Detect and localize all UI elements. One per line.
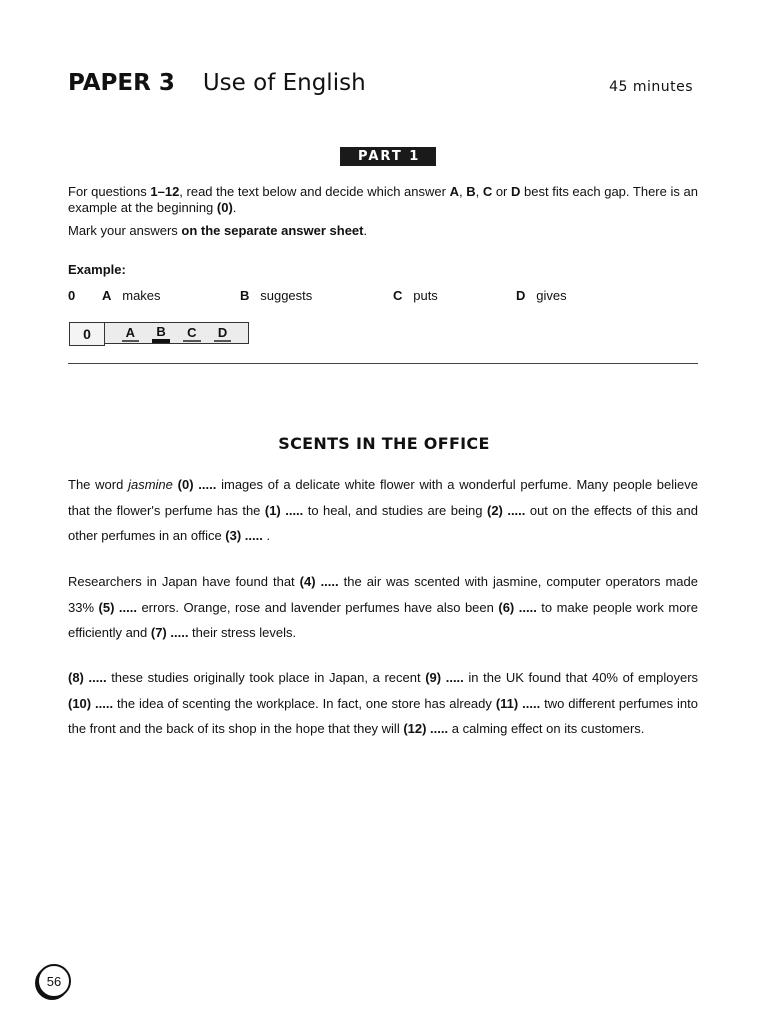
part-badge: PART 1 [340, 147, 436, 166]
instr-letter-d: D [511, 184, 521, 199]
instructions-line-1 [68, 184, 708, 216]
option-word: makes [122, 288, 161, 303]
answer-box-letters [105, 322, 249, 344]
instr-text: . [363, 223, 368, 238]
gap-6: (6) ..... [498, 599, 537, 615]
example-number: 0 [68, 288, 76, 303]
instr-text: For questions [68, 184, 151, 199]
option-word: suggests [260, 288, 313, 303]
duration-label: 45 minutes [609, 79, 693, 95]
gap-2: (2) ..... [486, 502, 526, 518]
instr-text: . [232, 200, 237, 215]
paper-label: PAPER 3 [68, 70, 175, 96]
instr-letter-a: A [449, 184, 459, 199]
option-letter: C [393, 288, 403, 303]
instr-range: 1–12 [150, 184, 180, 199]
text: out on the effects of this and other perfumes in an office [68, 502, 699, 543]
answer-letter-b-selected: B [152, 324, 169, 343]
text: their stress levels. [188, 625, 297, 640]
gap-12: (12) ..... [403, 721, 449, 736]
paragraph-1 [68, 472, 698, 549]
text: images of a delicate white flower with a wonderful perfume. Many people believe that the flower's perfume has the [68, 477, 698, 518]
gap-5: (5) ..... [98, 599, 137, 615]
gap-3: (3) ..... [225, 528, 263, 543]
answer-letter-d: D [214, 325, 231, 342]
text: the air was scented with jasmine, computer operators made 33% [68, 574, 698, 615]
instr-text: Mark your answers [68, 223, 182, 238]
answer-letter-a: A [122, 325, 139, 342]
instr-text: best fits each gap. There is an example at the beginning [68, 184, 698, 215]
gap-11: (11) ..... [495, 695, 541, 711]
example-label: Example: [68, 262, 126, 277]
paper-title: Use of English [202, 70, 366, 96]
answer-box-number: 0 [69, 322, 105, 346]
section-divider [68, 363, 698, 364]
option-letter: A [102, 288, 112, 303]
example-option-b [240, 288, 312, 303]
gap-8: (8) ..... [68, 670, 107, 685]
text: two different perfumes into the front and the back of its shop in the hope that they will [68, 695, 699, 736]
option-word: gives [536, 288, 567, 303]
text: to make people work more efficiently and [68, 599, 698, 640]
gap-7: (7) ..... [150, 625, 189, 640]
example-option-c [393, 288, 438, 303]
instr-text: or [492, 184, 512, 199]
text: errors. Orange, rose and lavender perfumes have also been [136, 599, 499, 615]
text: to heal, and studies are being [303, 502, 487, 518]
text-title: SCENTS IN THE OFFICE [278, 434, 490, 453]
gap-9: (9) ..... [425, 670, 464, 685]
instr-text: , [475, 184, 483, 199]
option-letter: B [240, 288, 250, 303]
instr-emphasis: on the separate answer sheet [181, 223, 364, 238]
page-number: 56 [37, 964, 71, 998]
instr-letter-b: B [466, 184, 476, 199]
text: a calming effect on its customers. [448, 721, 645, 736]
instr-letter-c: C [482, 184, 493, 199]
gap-0: (0) ..... [177, 477, 217, 492]
option-word: puts [413, 288, 438, 303]
gap-4: (4) ..... [299, 574, 339, 589]
text: Researchers in Japan have found that [68, 574, 300, 589]
instr-example-ref: (0) [216, 200, 233, 215]
text: The word [68, 477, 129, 492]
gap-10: (10) ..... [68, 695, 114, 711]
gap-1: (1) ..... [264, 502, 304, 518]
paragraph-3 [68, 665, 698, 742]
instr-text: , read the text below and decide which answer [179, 184, 450, 199]
example-answer-box [69, 322, 249, 346]
text: these studies originally took place in Japan, a recent [106, 670, 426, 685]
text: . [262, 528, 271, 543]
italic-word: jasmine [128, 477, 173, 492]
example-option-d [516, 288, 567, 303]
example-option-a [102, 288, 161, 303]
answer-letter-c: C [183, 325, 200, 342]
instr-text: , [458, 184, 467, 199]
paragraph-2 [68, 569, 698, 646]
text: the idea of scenting the workplace. In fact, one store has already [113, 695, 496, 711]
option-letter: D [516, 288, 526, 303]
text: in the UK found that 40% of employers [463, 670, 699, 685]
paper-heading [68, 70, 366, 96]
instructions-line-2 [68, 223, 367, 239]
